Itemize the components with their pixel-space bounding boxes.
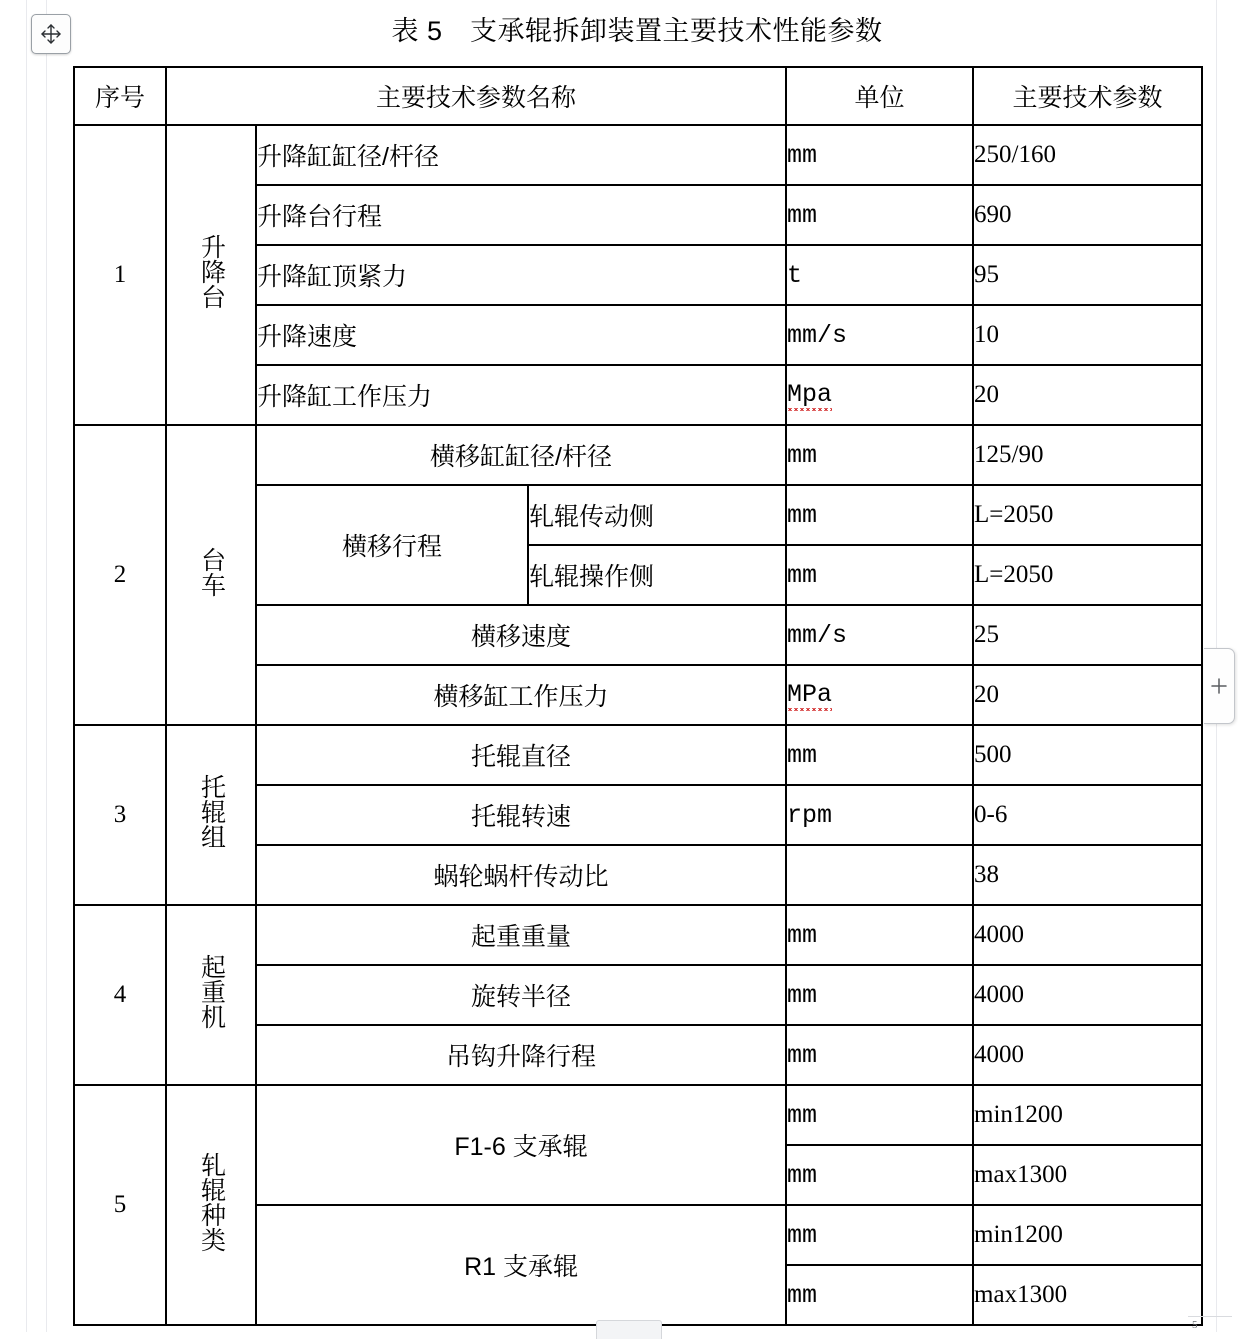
- page-title: 表 5 支承辊拆卸装置主要技术性能参数: [391, 16, 883, 46]
- cell-unit: mm: [786, 1145, 973, 1205]
- category-label: 托辊组: [197, 774, 226, 849]
- cell-value: L=2050: [973, 545, 1202, 605]
- table-body: [74, 125, 1202, 1325]
- cell-index: 1: [74, 125, 166, 425]
- cell-category: [166, 905, 256, 1085]
- cell-parameter: R1 支承辊: [256, 1205, 786, 1325]
- spec-table: [73, 66, 1203, 1326]
- add-row-button[interactable]: [1204, 648, 1235, 724]
- header-unit: 单位: [786, 67, 973, 125]
- cell-subparameter: 轧辊操作侧: [528, 545, 786, 605]
- cell-parameter: 旋转半径: [256, 965, 786, 1025]
- cell-parameter: 横移速度: [256, 605, 786, 665]
- cell-value: 500: [973, 725, 1202, 785]
- category-label: 起重机: [197, 954, 226, 1029]
- cell-value: min1200: [973, 1205, 1202, 1265]
- header-parameter: 主要技术参数名称: [166, 67, 786, 125]
- cell-subparameter: 轧辊传动侧: [528, 485, 786, 545]
- cell-unit: [786, 845, 973, 905]
- table-row: [74, 425, 1202, 485]
- cell-parameter: 蜗轮蜗杆传动比: [256, 845, 786, 905]
- cell-parameter: 起重重量: [256, 905, 786, 965]
- cell-parameter: 横移缸缸径/杆径: [256, 425, 786, 485]
- cell-index: 4: [74, 905, 166, 1085]
- cell-value: 25: [973, 605, 1202, 665]
- cell-value: 690: [973, 185, 1202, 245]
- cell-parameter: 横移缸工作压力: [256, 665, 786, 725]
- cell-unit: mm: [786, 125, 973, 185]
- cell-unit: rpm: [786, 785, 973, 845]
- cell-unit: mm: [786, 965, 973, 1025]
- table-row: [74, 1085, 1202, 1145]
- cell-index: 5: [74, 1085, 166, 1325]
- plus-icon: [1208, 675, 1230, 697]
- cell-value: 250/160: [973, 125, 1202, 185]
- table-header-row: [74, 67, 1202, 125]
- cell-unit: mm: [786, 185, 973, 245]
- cell-value: 20: [973, 365, 1202, 425]
- cell-unit: Mpa: [786, 365, 973, 425]
- cell-value: 4000: [973, 965, 1202, 1025]
- cell-parameter: 升降台行程: [256, 185, 786, 245]
- cell-value: 4000: [973, 1025, 1202, 1085]
- header-index: 序号: [74, 67, 166, 125]
- cell-parameter: 吊钩升降行程: [256, 1025, 786, 1085]
- cell-unit: mm: [786, 905, 973, 965]
- cell-unit: mm/s: [786, 605, 973, 665]
- page-guide-line: [26, 0, 27, 1332]
- cell-parameter: 横移行程: [256, 485, 528, 605]
- cell-value: 38: [973, 845, 1202, 905]
- category-label: 轧辊种类: [197, 1151, 226, 1252]
- cell-category: [166, 1085, 256, 1325]
- cell-value: 0-6: [973, 785, 1202, 845]
- cell-parameter: 托辊直径: [256, 725, 786, 785]
- cell-unit: mm/s: [786, 305, 973, 365]
- category-label: 升降台: [197, 234, 226, 309]
- cell-unit: mm: [786, 725, 973, 785]
- cell-parameter: F1-6 支承辊: [256, 1085, 786, 1205]
- cell-index: 3: [74, 725, 166, 905]
- cell-value: 10: [973, 305, 1202, 365]
- cell-unit: mm: [786, 1025, 973, 1085]
- cell-category: [166, 425, 256, 725]
- cell-unit: t: [786, 245, 973, 305]
- cell-index: 2: [74, 425, 166, 725]
- cell-parameter: 升降缸工作压力: [256, 365, 786, 425]
- cell-parameter: 升降缸顶紧力: [256, 245, 786, 305]
- cell-category: [166, 125, 256, 425]
- cell-category: [166, 725, 256, 905]
- cell-unit: mm: [786, 485, 973, 545]
- cell-value: max1300: [973, 1265, 1202, 1325]
- move-arrows-icon: [39, 22, 63, 46]
- cell-value: 20: [973, 665, 1202, 725]
- cell-unit: mm: [786, 1205, 973, 1265]
- cell-parameter: 升降速度: [256, 305, 786, 365]
- cell-value: 125/90: [973, 425, 1202, 485]
- page-number-marker: 5: [1188, 1316, 1232, 1331]
- bottom-toolbar-stub[interactable]: [596, 1320, 662, 1339]
- cell-parameter: 托辊转速: [256, 785, 786, 845]
- cell-value: max1300: [973, 1145, 1202, 1205]
- table-row: [74, 125, 1202, 185]
- cell-value: min1200: [973, 1085, 1202, 1145]
- cell-unit: mm: [786, 1085, 973, 1145]
- cell-value: 4000: [973, 905, 1202, 965]
- page-guide-line: [46, 0, 47, 1332]
- cell-unit: MPa: [786, 665, 973, 725]
- cell-unit: mm: [786, 425, 973, 485]
- table-move-handle[interactable]: [31, 14, 71, 54]
- cell-unit: mm: [786, 545, 973, 605]
- header-value: 主要技术参数: [973, 67, 1202, 125]
- category-label: 台车: [197, 546, 226, 597]
- cell-value: L=2050: [973, 485, 1202, 545]
- cell-unit: mm: [786, 1265, 973, 1325]
- cell-value: 95: [973, 245, 1202, 305]
- cell-parameter: 升降缸缸径/杆径: [256, 125, 786, 185]
- table-row: [74, 905, 1202, 965]
- table-row: [74, 725, 1202, 785]
